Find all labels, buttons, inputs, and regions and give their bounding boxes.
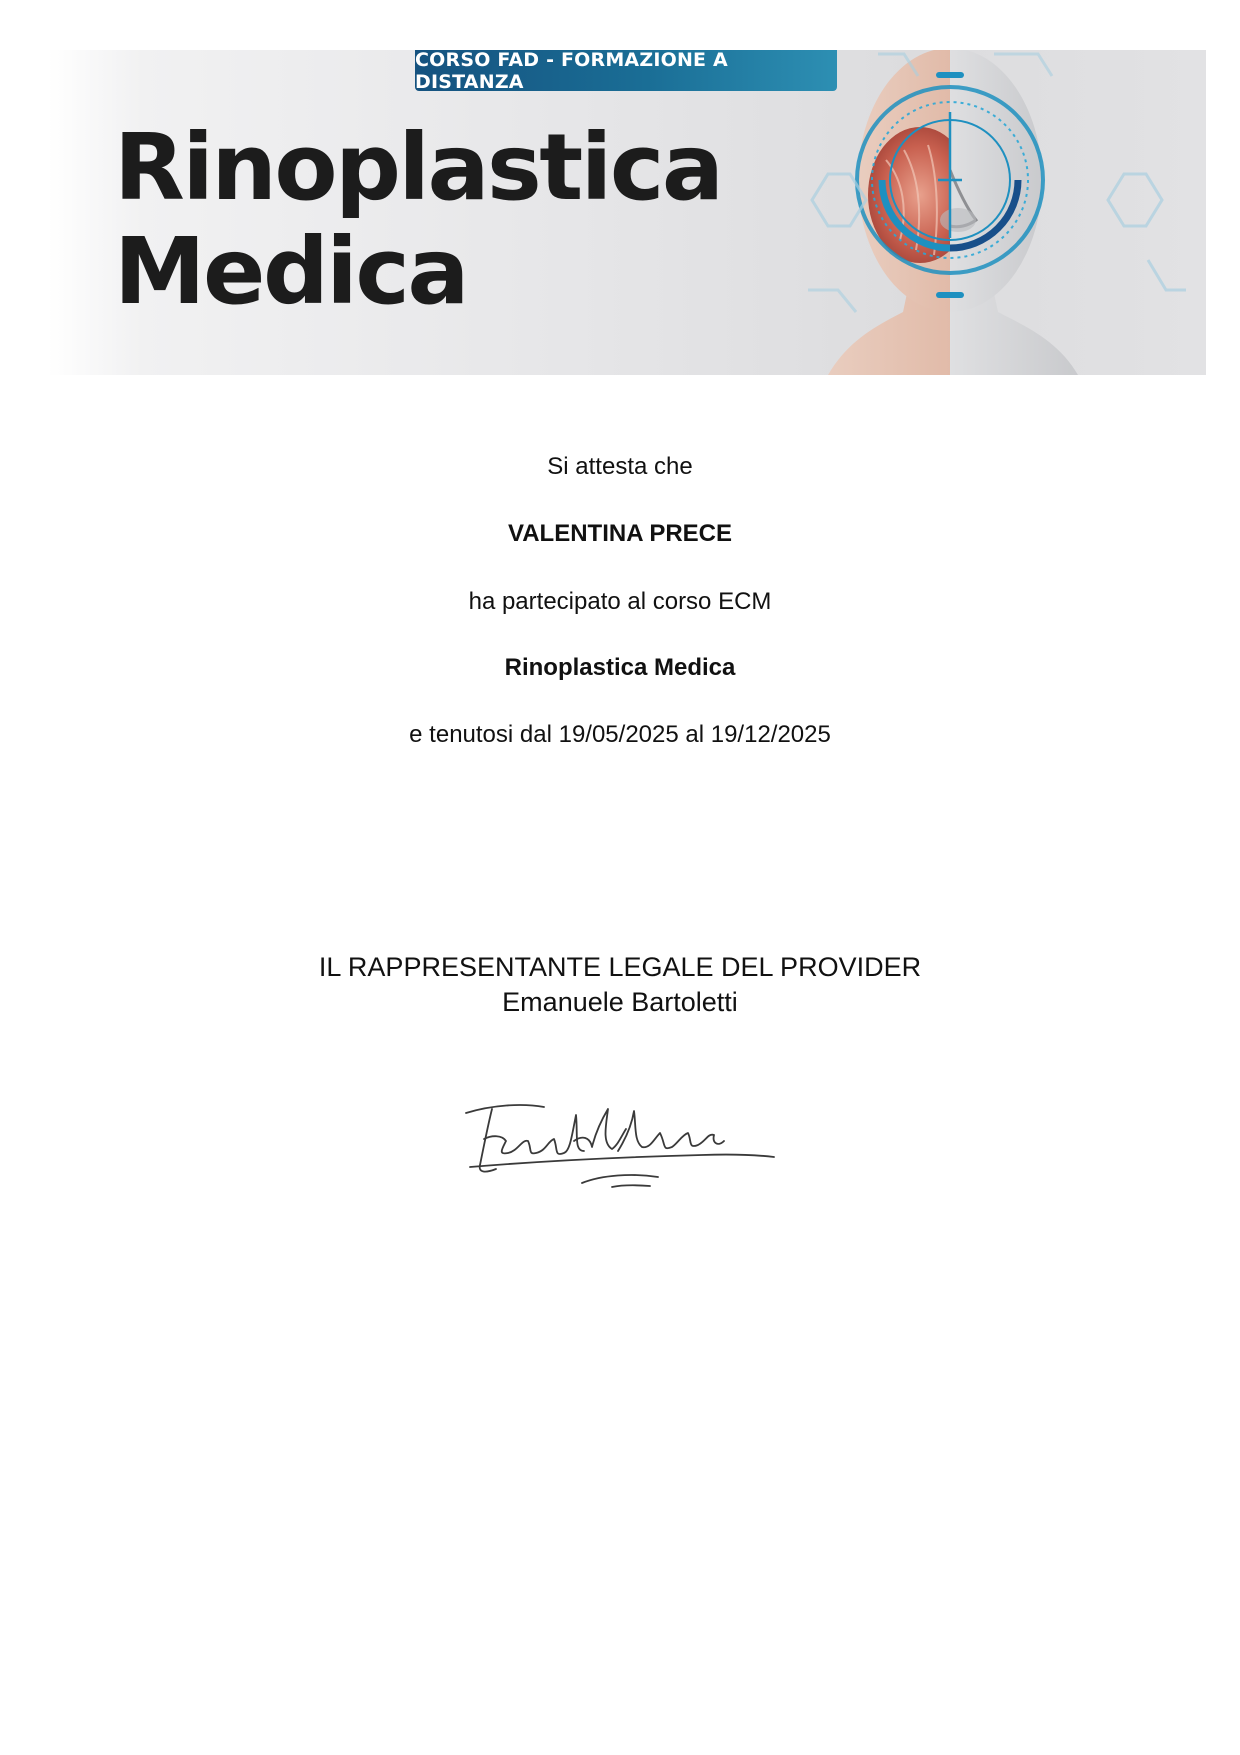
participation-statement: ha partecipato al corso ECM bbox=[468, 588, 772, 615]
banner-title-line2: Medica bbox=[114, 218, 467, 325]
certificate-intro: Si attesta che bbox=[547, 453, 693, 480]
course-banner bbox=[48, 50, 1206, 375]
course-name: Rinoplastica Medica bbox=[504, 654, 736, 681]
course-dates: e tenutosi dal 19/05/2025 al 19/12/2025 bbox=[409, 721, 831, 748]
course-type-label: CORSO FAD - FORMAZIONE A DISTANZA bbox=[415, 50, 728, 93]
banner-title-line1: Rinoplastica bbox=[114, 114, 722, 221]
signatory-role: IL RAPPRESENTANTE LEGALE DEL PROVIDER bbox=[318, 952, 922, 982]
participant-name: VALENTINA PRECE bbox=[507, 520, 732, 547]
banner-title bbox=[114, 116, 721, 324]
signature-icon bbox=[462, 1095, 782, 1195]
face-anatomy-icon bbox=[808, 50, 1206, 375]
course-type-tag bbox=[415, 50, 837, 91]
signatory-name: Emanuele Bartoletti bbox=[502, 987, 738, 1017]
